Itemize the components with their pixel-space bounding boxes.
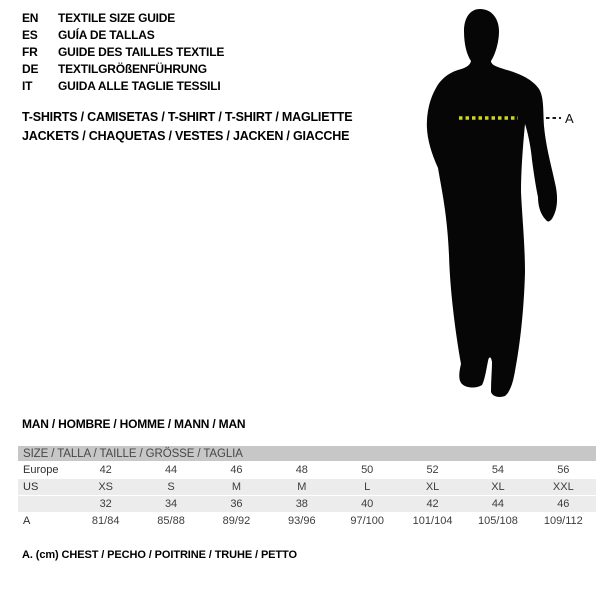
size-cell: 52 [400,462,465,479]
size-cell: 44 [138,462,203,479]
man-silhouette-figure [410,0,600,410]
table-header-label: SIZE / TALLA / TAILLE / GRÖSSE / TAGLIA [18,446,596,462]
size-cell: 93/96 [269,513,334,530]
size-cell: 34 [138,496,203,513]
language-code: EN [22,10,39,25]
size-cell: L [335,479,400,496]
size-cell: S [138,479,203,496]
measure-label-a: A [565,111,574,126]
man-silhouette [427,9,557,397]
language-row-de [22,60,224,77]
size-cell: 44 [465,496,530,513]
size-cell: 48 [269,462,334,479]
row-label: A [18,513,73,530]
language-label: GUIDE DES TAILLES TEXTILE [58,44,225,59]
table-row-chest-a [18,513,596,530]
language-row-it [22,77,224,94]
size-cell: 38 [269,496,334,513]
size-cell: 105/108 [465,513,530,530]
section-title-man: MAN / HOMBRE / HOMME / MANN / MAN [22,417,246,431]
size-cell: 56 [531,462,596,479]
language-label: TEXTILE SIZE GUIDE [58,10,176,25]
size-cell: XL [400,479,465,496]
size-cell: 54 [465,462,530,479]
table-row-numeric [18,496,596,513]
size-cell: 42 [400,496,465,513]
language-code: ES [22,27,38,42]
size-cell: 97/100 [335,513,400,530]
size-cell: 109/112 [531,513,596,530]
language-code: FR [22,44,38,59]
row-label: Europe [18,462,73,479]
language-label: GUIDA ALLE TAGLIE TESSILI [58,78,221,93]
size-cell: 32 [73,496,138,513]
row-label [18,496,73,513]
language-label: TEXTILGRÖßENFÜHRUNG [58,61,207,76]
language-code: IT [22,78,33,93]
measurement-footnote: A. (cm) CHEST / PECHO / POITRINE / TRUHE / PETTO [22,549,297,561]
size-cell: 46 [204,462,269,479]
table-header-row [18,446,596,462]
language-row-en [22,9,224,26]
size-cell: 42 [73,462,138,479]
row-label: US [18,479,73,496]
language-row-es [22,26,224,43]
size-cell: 81/84 [73,513,138,530]
size-cell: 85/88 [138,513,203,530]
size-table [18,446,596,530]
size-cell: 46 [531,496,596,513]
size-cell: 89/92 [204,513,269,530]
table-row-us [18,479,596,496]
category-titles [22,108,352,146]
size-cell: 40 [335,496,400,513]
language-code: DE [22,61,39,76]
language-row-fr [22,43,224,60]
size-cell: XS [73,479,138,496]
size-cell: 101/104 [400,513,465,530]
size-cell: XXL [531,479,596,496]
size-cell: M [204,479,269,496]
language-label: GUÍA DE TALLAS [58,27,155,42]
size-cell: M [269,479,334,496]
size-cell: 50 [335,462,400,479]
table-row-europe [18,462,596,479]
size-cell: 36 [204,496,269,513]
category-line-jackets: JACKETS / CHAQUETAS / VESTES / JACKEN / GIACCHE [22,129,350,143]
language-list [22,9,224,94]
category-line-tshirts: T-SHIRTS / CAMISETAS / T-SHIRT / T-SHIRT / MAGLIETTE [22,110,353,124]
size-cell: XL [465,479,530,496]
